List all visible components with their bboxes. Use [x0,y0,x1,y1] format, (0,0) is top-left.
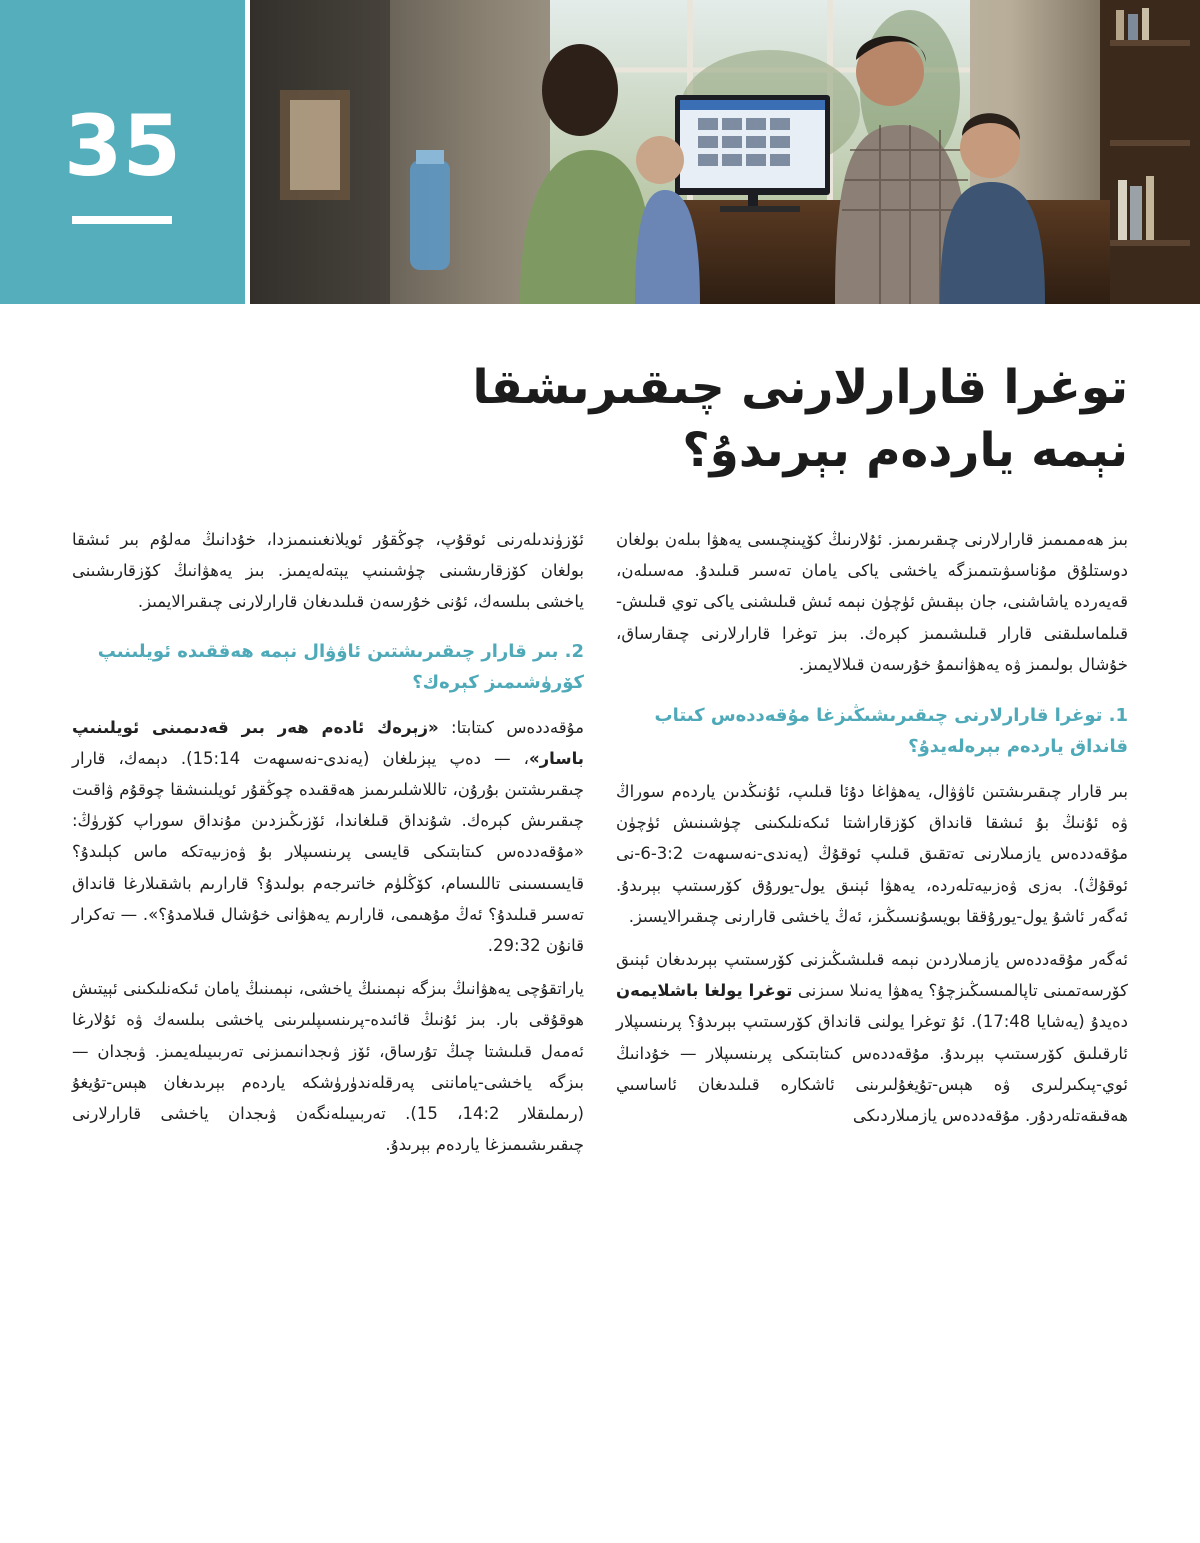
title-line-1: توغرا قارارلارنى چىقىرىشقا [472,360,1128,415]
question-1-paragraph-2 [616,944,1128,1131]
question-2-heading: 2. بىر قارار چىقىرىشتىن ئاۋۋال نېمە ھەققىدە ئويلىنىپ كۆرۈشىمىز كېرەك؟ [97,640,584,693]
article-column-right [616,524,1128,1143]
lesson-number-block [0,0,245,304]
question-2-paragraph-1 [72,712,584,962]
q1-p2-bold-quote: توغرا يولغا باشلايمەن [616,981,793,1001]
question-2-paragraph-2: ياراتقۇچى يەھۋانىڭ بىزگە نېمىنىڭ ياخشى، نېمىنىڭ يامان ئىكەنلىكىنى ئېيتىش ھوقۇقى بار. بىز ئۇنىڭ قائىدە-پرىنسىپلىرىنى ياخشى بىلسەك ۋە ئۇلارغا ئەمەل قىلىشتا چىڭ تۇرساق، ئۆز ۋىجدانىمىزنى تەربىيىلەيمىز. ۋىجدان — بىزگە ياخشى-ياماننى پەرقلەندۈرۈشكە ياردەم بېرىدىغان ھېس-تۇيغۇ (رىملىقلار 14:2، 15). تەربىيىلەنگەن ۋىجدان ياخشى قارارلارنى چىقىرىشىمىزغا ياردەم بېرىدۇ. [72,979,584,1155]
question-1-heading: 1. توغرا قارارلارنى چىقىرىشىڭىزغا مۇقەددەس كىتاب قانداق ياردەم بېرەلەيدۇ؟ [654,705,1128,758]
title-line-2: نېمە ياردەم بېرىدۇ؟ [682,423,1128,478]
q2-p1-text-b: ، — دەپ يېزىلغان (يەندى-نەسىھەت 15:14). دېمەك، قارار چىقىرىشتىن بۇرۇن، تاللاشلىرىمىز ھەققىدە چوڭقۇر ئويلىنىشقا چوقۇم ۋاقىت چىقىرىش كېرەك. شۇنداق قىلغاندا، ئۆزىڭىزدىن مۇنداق سوراپ كۆرۈڭ: «مۇقەددەس كىتابتىكى قايسى پرىنسىپلار بۇ ۋەزىيەتكە ماس كېلىدۇ؟ قايسىسىنى تاللىسام، كۆڭلۈم خاتىرجەم بولىدۇ؟ قارارىم باشقىلارغا قانداق تەسىر قىلىدۇ؟ ئەڭ مۇھىمى، قارارىم يەھۋانى خۇشال قىلامدۇ؟». — تەكرار قانۇن 29:32. [72,748,584,956]
page-title [308,356,1128,482]
page-header [0,0,1200,304]
q2-p1-bold-quote: «زېرەك ئادەم ھەر بىر قەدىمىنى ئويلىنىپ باسار» [72,717,584,768]
intro-paragraph: بىز ھەممىمىز قارارلارنى چىقىرىمىز. ئۇلارنىڭ كۆپىنچىسى يەھۋا بىلەن بولغان دوستلۇق مۇناسىۋىتىمىزگە ياخشى ياكى يامان تەسىر قىلىدۇ. مەسىلەن، قەيەردە ياشاشنى، جان بېقىش ئۈچۈن نېمە ئىش قىلىشنى ياكى توي قىلىش-قىلماسلىقنى قارار قىلىشىمىز كېرەك. بىز توغرا قارارلارنى چىقارساق، خۇشال بولىمىز ۋە يەھۋانىمۇ خۇرسەن قىلالايمىز. [616,530,1128,674]
lesson-number-underline [72,216,172,224]
lesson-number: 35 [64,97,181,195]
continued-paragraph: ئۆزۈندىلەرنى ئوقۇپ، چوڭقۇر ئويلانغىنىمىزدا، خۇدانىڭ مەلۇم بىر ئىشقا بولغان كۆزقارىشىنى چۈشىنىپ يېتەلەيمىز. بىز يەھۋانىڭ كۆزقارىشىنى ياخشى بىلسەك، ئۇنى خۇرسەن قىلىدىغان قارارلارنى چىقىرالايمىز. [72,530,584,612]
q1-p2-text-a: ئەگەر مۇقەددەس يازمىلاردىن نېمە قىلىشىڭىزنى كۆرسىتىپ بېرىدىغان ئېنىق كۆرسەتمىنى تاپالمىسىڭىزچۇ؟ يەھۋا يەنىلا سىزنى [616,950,1128,1001]
family-at-computer-photo [250,0,1200,304]
question-1-paragraph-1: بىر قارار چىقىرىشتىن ئاۋۋال، يەھۋاغا دۇئا قىلىپ، ئۇنىڭدىن ياردەم سوراڭ ۋە ئۇنىڭ بۇ ئىشقا قانداق كۆزقاراشتا ئىكەنلىكىنى چۈشىنىش ئۈچۈن مۇقەددەس يازمىلارنى تەتقىق قىلىپ ئوقۇڭ (يەندى-نەسىھەت 3:2-6-نى ئوقۇڭ). بەزى ۋەزىيەتلەردە، يەھۋا ئېنىق يول-يورۇق كۆرسىتىپ بېرىدۇ. ئەگەر ئاشۇ يول-يورۇققا بويسۇنسىڭىز، ئەڭ ياخشى قارارنى چىقىرالايسىز. [616,782,1128,926]
q2-p1-text-a: مۇقەددەس كىتابتا: [438,717,584,737]
article-column-left [72,524,584,1172]
q1-p2-text-b: دەيدۇ (يەشايا 17:48). ئۇ توغرا يولنى قانداق كۆرسىتىپ بېرىدۇ؟ پرىنسىپلار ئارقىلىق كۆرسىتىپ بېرىدۇ. مۇقەددەس كىتابتىكى پرىنسىپلار — خۇدانىڭ ئوي-پىكىرلىرى ۋە ھېس-تۇيغۇلىرىنى ئاشكارە قىلىدىغان ئاساسىي ھەقىقەتلەردۇر. مۇقەددەس يازمىلاردىكى [616,1012,1128,1126]
